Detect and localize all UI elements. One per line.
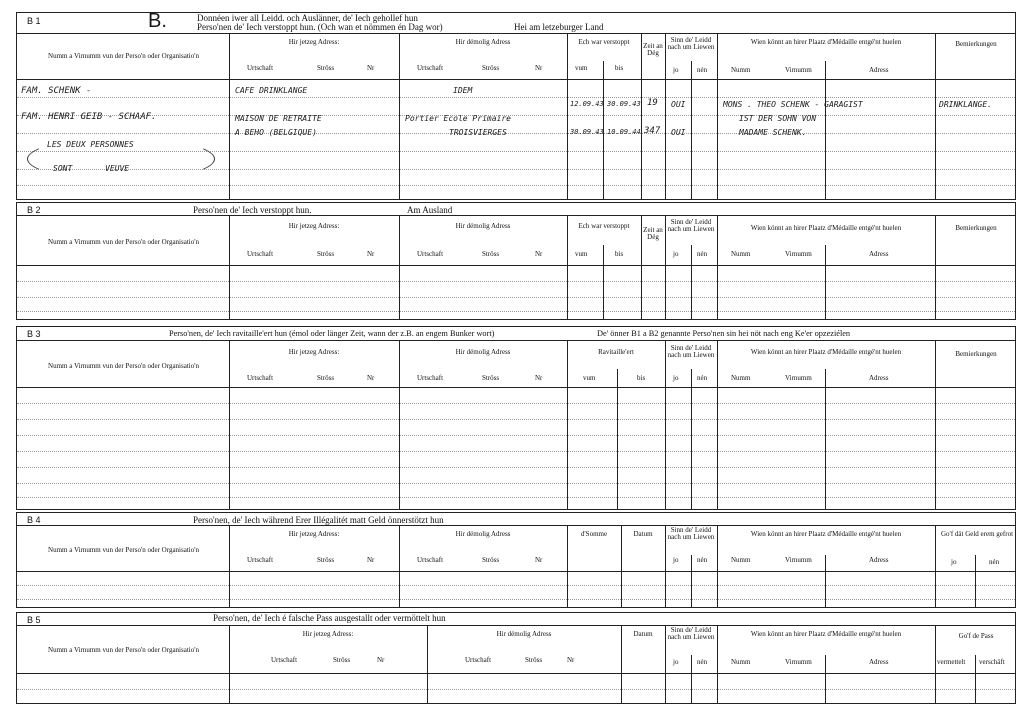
sub-urtschaft: Urtschaft bbox=[465, 656, 492, 664]
entry-to-2: 30.09.43 bbox=[607, 100, 641, 108]
section-b4 bbox=[16, 512, 1016, 608]
row-rule bbox=[17, 311, 1015, 312]
col-subdivider bbox=[691, 655, 692, 703]
sub-bis: bis bbox=[615, 64, 624, 72]
sub-jo: jo bbox=[673, 66, 679, 74]
row-rule bbox=[17, 281, 1015, 282]
header-bottom-rule bbox=[17, 571, 1015, 572]
section-title-line2: Perso'nen de' Iech verstoppt hun. (Och wan et nömmen én Dag wor) bbox=[197, 22, 443, 32]
col-divider bbox=[665, 33, 666, 199]
sub-adress: Adress bbox=[869, 66, 889, 74]
col-divider bbox=[717, 625, 718, 703]
col-name-header: Numm a Virnumm vun der Perso'n oder Organisatio'n bbox=[48, 52, 199, 60]
col-divider bbox=[717, 525, 718, 607]
entry-current-3: A BEHO (BELGIQUE) bbox=[235, 128, 317, 137]
col-divider bbox=[665, 525, 666, 607]
sub-nr: Nr bbox=[535, 250, 543, 258]
col-sinn-header: Sinn de' Leidd nach um Liewen bbox=[667, 36, 715, 51]
entry-from-3: 30.09.43 bbox=[570, 128, 604, 136]
col-divider bbox=[665, 625, 666, 703]
col-old-header: Hir démolig Adress bbox=[455, 348, 511, 356]
sub-nen: nén bbox=[697, 250, 708, 258]
sub-stross: Ströss bbox=[482, 556, 500, 564]
col-divider bbox=[935, 525, 936, 607]
col-wien-header: Wien könnt an hirer Plaatz d'Médaille entgé'nt huelen bbox=[750, 38, 902, 46]
sub-nr: Nr bbox=[567, 656, 575, 664]
section-title-line1: Donnéen iwer all Leidd. och Auslänner, de' Iech gehollef hun bbox=[197, 13, 418, 23]
sub-jo: jo bbox=[673, 556, 679, 564]
entry-days-2: 19 bbox=[647, 98, 658, 108]
row-rule bbox=[17, 419, 1015, 420]
row-rule bbox=[17, 483, 1015, 484]
row-rule bbox=[17, 689, 1015, 690]
col-wien-header: Wien könnt an hirer Plaatz d'Médaille entgé'nt huelen bbox=[750, 530, 902, 538]
sub-stross: Ströss bbox=[482, 374, 500, 382]
row-rule bbox=[17, 133, 1015, 134]
note-line-2: SONT bbox=[53, 164, 73, 173]
entry-remarks-2: DRINKLANGE. bbox=[939, 100, 992, 109]
header-bottom-rule bbox=[17, 387, 1015, 388]
entry-current-1: CAFE DRINKLANGE bbox=[235, 86, 308, 95]
entry-yes-3: OUI bbox=[671, 128, 686, 137]
sub-urtschaft: Urtschaft bbox=[417, 556, 444, 564]
col-period-header: Zeit an Dég bbox=[643, 42, 663, 57]
col-subdivider bbox=[975, 655, 976, 703]
sub-verschaft: verschäft bbox=[979, 658, 1005, 666]
sub-nr: Nr bbox=[367, 250, 375, 258]
sub-numm: Numm bbox=[731, 374, 751, 382]
sub-vermettelt: vermettelt bbox=[937, 658, 966, 666]
col-rav-header: Ravitaille'ert bbox=[598, 348, 634, 356]
sub-stross: Ströss bbox=[525, 656, 543, 664]
col-divider bbox=[641, 215, 642, 319]
sub-jo: jo bbox=[673, 374, 679, 382]
entry-yes-2: OUI bbox=[671, 100, 686, 109]
sub-jo: jo bbox=[673, 658, 679, 666]
sub-virnumm: Virnumm bbox=[785, 658, 812, 666]
entry-current-2: MAISON DE RETRAITE bbox=[235, 114, 322, 123]
section-code: B 4 bbox=[27, 515, 41, 525]
row-rule bbox=[17, 115, 1015, 116]
col-name-header: Numm a Virnumm vun der Perso'n oder Organisatio'n bbox=[48, 546, 199, 554]
row-rule bbox=[17, 97, 1015, 98]
entry-old-3: TROISVIERGES bbox=[449, 128, 507, 137]
sub-nen: nén bbox=[697, 66, 708, 74]
section-b5 bbox=[16, 612, 1016, 704]
col-old-header: Hir démolig Adress bbox=[455, 222, 511, 230]
row-rule bbox=[17, 451, 1015, 452]
header-top-rule bbox=[17, 215, 1015, 216]
sub-jo: jo bbox=[673, 250, 679, 258]
row-rule bbox=[17, 185, 1015, 186]
entry-name-1: FAM. SCHENK - bbox=[21, 86, 92, 96]
sub-numm: Numm bbox=[731, 556, 751, 564]
section-b3 bbox=[16, 326, 1016, 510]
col-divider bbox=[229, 33, 230, 199]
header-top-rule bbox=[17, 525, 1015, 526]
sub-virnumm: Virnumm bbox=[785, 66, 812, 74]
col-divider bbox=[665, 215, 666, 319]
header-top-rule bbox=[17, 625, 1015, 626]
sub-bis: bis bbox=[615, 250, 624, 258]
col-remarks-header: Bemierkungen bbox=[955, 40, 997, 48]
section-title: Perso'nen, de' Iech ravitaille'ert hun (émol oder länger Zeit, wann der z.B. an engem Bunker wort) bbox=[169, 329, 495, 338]
sub-virnumm: Virnumm bbox=[785, 556, 812, 564]
col-current-header: Hir jetzeg Adress: bbox=[288, 222, 340, 230]
sub-stross: Ströss bbox=[317, 556, 335, 564]
entry-wien-2: MONS . THEO SCHENK - GARAGIST bbox=[723, 100, 863, 109]
header-top-rule bbox=[17, 33, 1015, 34]
col-sinn-header: Sinn de' Leidd nach um Liewen bbox=[667, 626, 715, 641]
col-subdivider bbox=[825, 61, 826, 199]
col-divider bbox=[717, 215, 718, 319]
section-title-suffix: Am Ausland bbox=[407, 205, 453, 215]
col-sinn-header: Sinn de' Leidd nach um Liewen bbox=[667, 344, 715, 359]
sub-stross: Ströss bbox=[333, 656, 351, 664]
sub-nr: Nr bbox=[367, 556, 375, 564]
sub-nr: Nr bbox=[367, 374, 375, 382]
sub-adress: Adress bbox=[869, 250, 889, 258]
sub-nr: Nr bbox=[367, 64, 375, 72]
sub-numm: Numm bbox=[731, 66, 751, 74]
sub-urtschaft: Urtschaft bbox=[271, 656, 298, 664]
col-divider bbox=[567, 33, 568, 199]
col-old-header: Hir démolig Adress bbox=[496, 630, 552, 638]
entry-wien-3: IST DER SOHN VON bbox=[739, 114, 817, 123]
sub-nr: Nr bbox=[377, 656, 385, 664]
col-wien-header: Wien könnt an hirer Plaatz d'Médaille entgé'nt huelen bbox=[750, 224, 902, 232]
col-wien-header: Wien könnt an hirer Plaatz d'Médaille entgé'nt huelen bbox=[750, 630, 902, 638]
sub-numm: Numm bbox=[731, 658, 751, 666]
col-current-header: Hir jetzeg Adress: bbox=[288, 38, 340, 46]
sub-nen: nén bbox=[989, 558, 1000, 566]
section-title: Perso'nen, de' Iech é falsche Pass ausgestallt oder vermöttelt hun bbox=[213, 613, 446, 623]
sub-adress: Adress bbox=[869, 374, 889, 382]
sub-urtschaft: Urtschaft bbox=[417, 64, 444, 72]
col-subdivider bbox=[825, 655, 826, 703]
col-subdivider bbox=[691, 245, 692, 319]
col-sinn-header: Sinn de' Leidd nach um Liewen bbox=[667, 526, 715, 541]
entry-days-3: 347 bbox=[644, 126, 661, 136]
col-datum-header: Datum bbox=[633, 530, 653, 538]
col-subdivider bbox=[825, 369, 826, 509]
sub-nen: nén bbox=[697, 556, 708, 564]
entry-wien-4: MADAME SCHENK. bbox=[739, 128, 807, 137]
entry-old-2: Portier Ecole Primaire bbox=[405, 114, 511, 123]
col-divider bbox=[229, 215, 230, 319]
sub-nr: Nr bbox=[535, 64, 543, 72]
header-bottom-rule bbox=[17, 79, 1015, 80]
header-top-rule bbox=[17, 340, 1015, 341]
note-line-1: LES DEUX PERSONNES bbox=[47, 140, 134, 149]
section-title: Perso'nen de' Iech verstoppt hun. bbox=[193, 205, 312, 215]
row-rule bbox=[17, 297, 1015, 298]
header-bottom-rule bbox=[17, 265, 1015, 266]
col-remarks-header: Bemierkungen bbox=[955, 224, 997, 232]
row-rule bbox=[17, 497, 1015, 498]
sub-stross: Ströss bbox=[317, 374, 335, 382]
section-code: B 5 bbox=[27, 615, 41, 625]
col-current-header: Hir jetzeg Adress: bbox=[288, 530, 340, 538]
col-datum-header: Datum bbox=[633, 630, 653, 638]
sub-nen: nén bbox=[697, 658, 708, 666]
sub-urtschaft: Urtschaft bbox=[247, 64, 274, 72]
sub-urtschaft: Urtschaft bbox=[247, 374, 274, 382]
sub-virnumm: Virnumm bbox=[785, 374, 812, 382]
note-line-3: VEUVE bbox=[105, 164, 130, 173]
col-hidden-header: Ech war verstoppt bbox=[578, 222, 630, 230]
sub-urtschaft: Urtschaft bbox=[247, 250, 274, 258]
sub-stross: Ströss bbox=[317, 64, 335, 72]
col-somme-header: d'Somme bbox=[580, 530, 608, 538]
row-rule bbox=[17, 599, 1015, 600]
header-bottom-rule bbox=[17, 673, 1015, 674]
col-name-header: Numm a Virnumm vun der Perso'n oder Organisatio'n bbox=[48, 238, 199, 246]
sub-urtschaft: Urtschaft bbox=[417, 374, 444, 382]
col-hidden-header: Ech war verstoppt bbox=[578, 38, 630, 46]
col-name-header: Numm a Virnumm vun der Perso'n oder Organisatio'n bbox=[48, 646, 199, 654]
col-divider bbox=[935, 33, 936, 199]
section-title-suffix: De' önner B1 a B2 genannte Perso'nen sin hei nöt nach eng Ke'er opzeziélen bbox=[597, 329, 851, 338]
col-divider bbox=[717, 33, 718, 199]
sub-adress: Adress bbox=[869, 556, 889, 564]
sub-stross: Ströss bbox=[317, 250, 335, 258]
entry-name-2: FAM. HENRI GEIB - SCHAAF. bbox=[21, 112, 157, 122]
section-title-suffix: Hei am letzeburger Land bbox=[514, 22, 604, 32]
sub-nen: nén bbox=[697, 374, 708, 382]
section-b2 bbox=[16, 202, 1016, 320]
sub-nr: Nr bbox=[535, 556, 543, 564]
section-code: B 1 bbox=[27, 16, 41, 26]
col-subdivider bbox=[603, 245, 604, 319]
col-divider bbox=[567, 215, 568, 319]
section-code: B 2 bbox=[27, 205, 41, 215]
col-divider bbox=[399, 33, 400, 199]
sub-stross: Ströss bbox=[482, 250, 500, 258]
sub-vum: vum bbox=[575, 250, 588, 258]
sub-stross: Ströss bbox=[482, 64, 500, 72]
entry-old-1: IDEM bbox=[453, 86, 473, 95]
col-subdivider bbox=[825, 245, 826, 319]
sub-numm: Numm bbox=[731, 250, 751, 258]
sub-vum: vum bbox=[583, 374, 596, 382]
col-geld-header: Go'f dät Geld erem gefrot bbox=[941, 530, 1014, 538]
sub-virnumm: Virnumm bbox=[785, 250, 812, 258]
section-title: Perso'nen, de' Iech während Erer Illégalitét matt Geld önnerstötzt hun bbox=[193, 515, 444, 525]
col-name-header: Numm a Virnumm vun der Perso'n oder Organisatio'n bbox=[48, 362, 199, 370]
row-rule bbox=[17, 585, 1015, 586]
row-rule bbox=[17, 403, 1015, 404]
col-subdivider bbox=[691, 61, 692, 199]
sub-urtschaft: Urtschaft bbox=[247, 556, 274, 564]
sub-jo: jo bbox=[951, 558, 957, 566]
col-old-header: Hir démolig Adress bbox=[455, 530, 511, 538]
col-remarks-header: Bemierkungen bbox=[955, 350, 997, 358]
col-period-header: Zeit an Dég bbox=[643, 226, 663, 241]
sub-adress: Adress bbox=[869, 658, 889, 666]
entry-from-2: 12.09.43 bbox=[570, 100, 604, 108]
section-letter: B. bbox=[148, 10, 167, 32]
row-rule bbox=[17, 467, 1015, 468]
col-subdivider bbox=[617, 369, 618, 509]
sub-vum: vum bbox=[575, 64, 588, 72]
col-divider bbox=[641, 33, 642, 199]
col-pass-header: Go'f de Pass bbox=[958, 632, 994, 640]
col-subdivider bbox=[691, 369, 692, 509]
row-rule bbox=[17, 435, 1015, 436]
section-b1 bbox=[16, 12, 1016, 200]
section-code: B 3 bbox=[27, 329, 41, 339]
sub-nr: Nr bbox=[535, 374, 543, 382]
sub-urtschaft: Urtschaft bbox=[417, 250, 444, 258]
col-old-header: Hir démolig Adress bbox=[455, 38, 511, 46]
entry-to-3: 10.09.44 bbox=[607, 128, 641, 136]
col-current-header: Hir jetzeg Adress: bbox=[302, 630, 354, 638]
col-sinn-header: Sinn de' Leidd nach um Liewen bbox=[667, 218, 715, 233]
col-wien-header: Wien könnt an hirer Plaatz d'Médaille entgé'nt huelen bbox=[750, 348, 902, 356]
col-divider bbox=[399, 215, 400, 319]
sub-bis: bis bbox=[637, 374, 646, 382]
col-current-header: Hir jetzeg Adress: bbox=[288, 348, 340, 356]
